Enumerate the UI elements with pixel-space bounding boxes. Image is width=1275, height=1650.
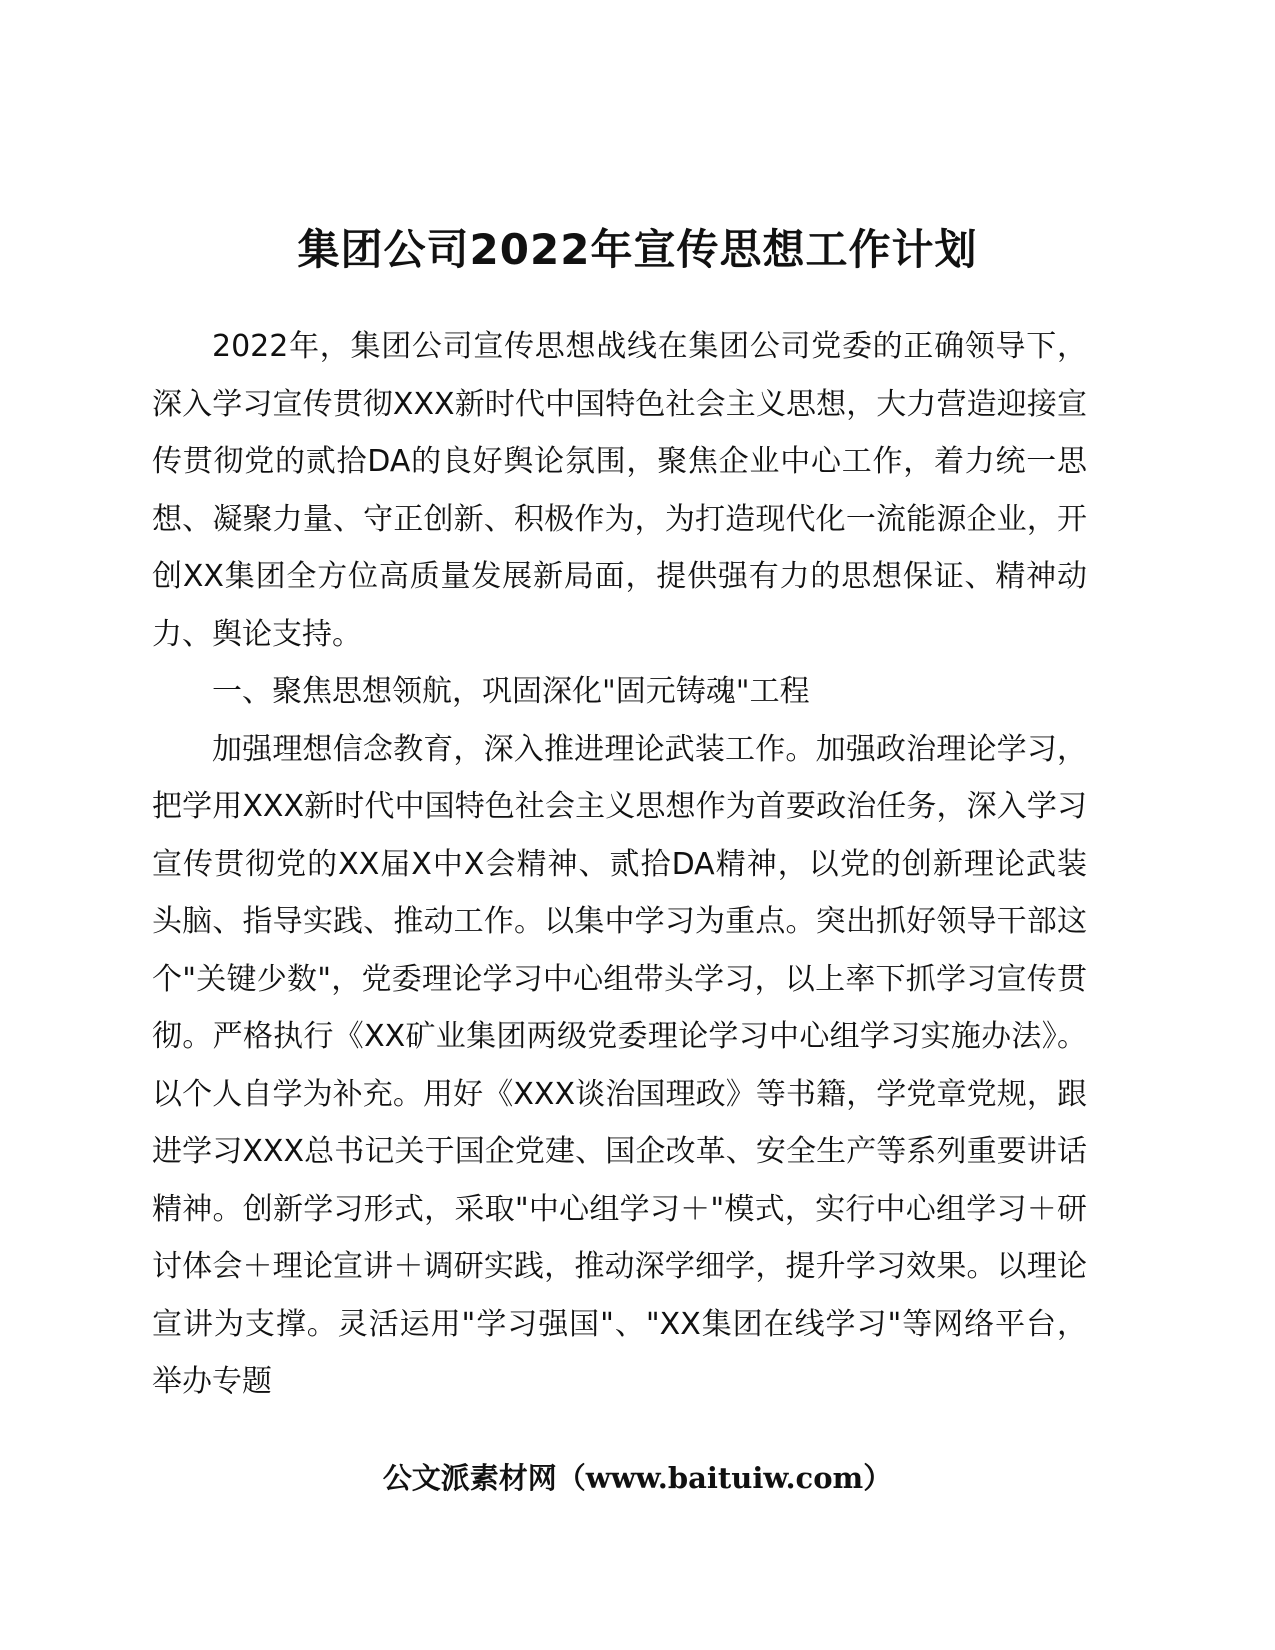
section-1-paragraph: 加强理想信念教育，深入推进理论武装工作。加强政治理论学习，把学用XXX新时代中国特色社会主义思想作为首要政治任务，深入学习宣传贯彻党的XX届X中X会精神、贰拾DA精神，以党的创新理论武装头脑、指导实践、推动工作。以集中学习为重点。突出抓好领导干部这个"关键少数"，党委理论学习中心组带头学习，以上率下抓学习宣传贯彻。严格执行《XX矿业集团两级党委理论学习中心组学习实施办法》。以个人自学为补充。用好《XXX谈治国理政》等书籍，学党章党规，跟进学习XXX总书记关于国企党建、国企改革、安全生产等系列重要讲话精神。创新学习形式，采取"中心组学习＋"模式，实行中心组学习＋研讨体会＋理论宣讲＋调研实践，推动深学细学，提升学习效果。以理论宣讲为支撑。灵活运用"学习强国"、"XX集团在线学习"等网络平台，举办专题 bbox=[152, 731, 1087, 1399]
document-title: 集团公司2022年宣传思想工作计划 bbox=[297, 225, 978, 274]
section-heading-1: 一、聚焦思想领航，巩固深化"固元铸魂"工程 bbox=[212, 674, 810, 709]
intro-paragraph: 2022年，集团公司宣传思想战线在集团公司党委的正确领导下，深入学习宣传贯彻XXX新时代中国特色社会主义思想，大力营造迎接宣传贯彻党的贰拾DA的良好舆论氛围，聚焦企业中心工作，着力统一思想、凝聚力量、守正创新、积极作为，为打造现代化一流能源企业，开创XX集团全方位高质量发展新局面，提供强有力的思想保证、精神动力、舆论支持。 bbox=[152, 329, 1087, 652]
source-footer: 公文派素材网（www.baituiw.com） bbox=[382, 1461, 893, 1495]
document-body bbox=[152, 318, 1087, 1411]
